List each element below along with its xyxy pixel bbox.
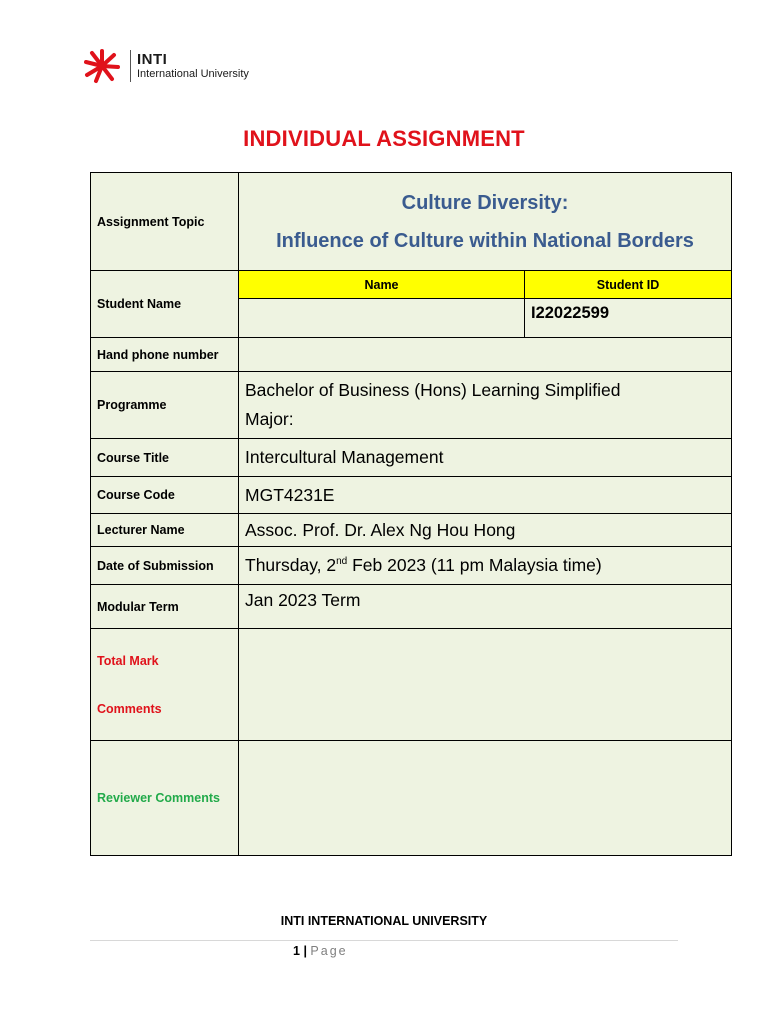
row-reviewer-comments <box>91 741 732 856</box>
row-total-mark-comments <box>91 629 732 741</box>
footer-university: INTI INTERNATIONAL UNIVERSITY <box>280 914 488 928</box>
student-id-value: I22022599 <box>525 299 732 338</box>
row-hand-phone <box>91 338 732 372</box>
row-programme <box>91 372 732 439</box>
programme-value <box>239 372 732 439</box>
course-title-value: Intercultural Management <box>239 439 732 477</box>
date-submission-label: Date of Submission <box>91 547 239 585</box>
student-name-value <box>239 299 525 338</box>
programme-label: Programme <box>91 372 239 439</box>
reviewer-comments-label: Reviewer Comments <box>91 741 239 856</box>
name-column-header: Name <box>239 271 525 299</box>
hand-phone-label: Hand phone number <box>91 338 239 372</box>
row-date-submission <box>91 547 732 585</box>
row-course-title <box>91 439 732 477</box>
inti-starburst-icon <box>82 48 122 84</box>
row-student-header <box>91 271 732 299</box>
date-submission-value <box>239 547 732 585</box>
total-mark-label: Total Mark <box>97 653 159 668</box>
logo-subtitle: International University <box>137 68 249 80</box>
assignment-topic-label: Assignment Topic <box>91 173 239 271</box>
page-separator: | <box>303 944 307 958</box>
course-code-value: MGT4231E <box>239 477 732 514</box>
lecturer-value: Assoc. Prof. Dr. Alex Ng Hou Hong <box>239 514 732 547</box>
footer-divider <box>90 940 678 941</box>
logo-text <box>137 52 249 80</box>
modular-term-value: Jan 2023 Term <box>239 585 732 629</box>
date-ordinal-suffix: nd <box>336 556 348 568</box>
date-suffix: Feb 2023 (11 pm Malaysia time) <box>347 555 602 575</box>
page-number: 1 <box>293 944 300 958</box>
hand-phone-value <box>239 338 732 372</box>
student-id-column-header: Student ID <box>525 271 732 299</box>
assignment-topic-value <box>239 173 732 271</box>
total-mark-comments-cell <box>91 629 239 741</box>
comments-label: Comments <box>97 701 162 716</box>
topic-line-2: Influence of Culture within National Borders <box>276 229 694 252</box>
course-title-label: Course Title <box>91 439 239 477</box>
reviewer-comments-value <box>239 741 732 856</box>
row-lecturer <box>91 514 732 547</box>
programme-line-1: Bachelor of Business (Hons) Learning Simplified <box>245 380 621 400</box>
document-title: INDIVIDUAL ASSIGNMENT <box>243 126 525 151</box>
row-course-code <box>91 477 732 514</box>
page-word: Page <box>310 944 348 958</box>
assignment-cover-table <box>90 172 732 856</box>
university-logo <box>82 48 249 84</box>
course-code-label: Course Code <box>91 477 239 514</box>
lecturer-label: Lecturer Name <box>91 514 239 547</box>
logo-brand: INTI <box>137 51 168 68</box>
modular-term-label: Modular Term <box>91 585 239 629</box>
programme-line-2: Major: <box>245 409 294 429</box>
row-modular-term <box>91 585 732 629</box>
topic-line-1: Culture Diversity: <box>401 191 569 214</box>
date-prefix: Thursday, 2 <box>245 555 337 575</box>
row-assignment-topic <box>91 173 732 271</box>
page-number-footer <box>293 944 348 958</box>
logo-divider <box>130 50 131 82</box>
total-mark-comments-value <box>239 629 732 741</box>
student-name-label: Student Name <box>91 271 239 338</box>
